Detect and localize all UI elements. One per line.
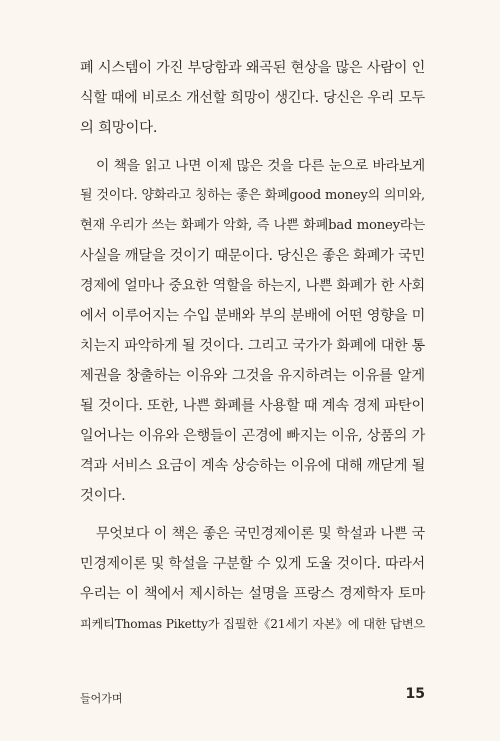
- text-line: 될 것이다. 또한, 나쁜 화폐를 사용할 때 계속 경제 파탄이: [80, 398, 425, 414]
- text-line: 일어나는 이유와 은행들이 곤경에 빠지는 이유, 상품의 가: [80, 428, 426, 444]
- text-line: 이 책을 읽고 나면 이제 많은 것을 다른 눈으로 바라보게: [96, 158, 425, 174]
- text-line: 우리는 이 책에서 제시하는 설명을 프랑스 경제학자 토마: [80, 586, 425, 602]
- text-line: 격과 서비스 요금이 계속 상승하는 이유에 대해 깨닫게 될: [80, 458, 426, 474]
- text-line: 의 희망이다.: [80, 120, 158, 136]
- text-line: 현재 우리가 쓰는 화폐가 악화, 즉 나쁜 화폐bad money라는: [80, 218, 425, 233]
- text-line: 것이다.: [80, 488, 126, 504]
- text-line: 될 것이다. 양화라고 칭하는 좋은 화폐good money의 의미와,: [80, 188, 425, 203]
- text-line: 민경제이론 및 학설을 구분할 수 있게 도울 것이다. 따라서: [80, 556, 425, 572]
- text-line: 폐 시스템이 가진 부당함과 왜곡된 현상을 많은 사람이 인: [80, 60, 426, 76]
- text-line: 치는지 파악하게 될 것이다. 그리고 국가가 화폐에 대한 통: [80, 338, 425, 354]
- running-footer-section: 들어가며: [80, 692, 123, 705]
- text-line: 경제에 얼마나 중요한 역할을 하는지, 나쁜 화폐가 한 사회: [80, 278, 425, 294]
- text-line: 무엇보다 이 책은 좋은 국민경제이론 및 학설과 나쁜 국: [96, 526, 425, 542]
- text-line: 제권을 창출하는 이유와 그것을 유지하려는 이유를 알게: [80, 368, 425, 384]
- text-line: 사실을 깨달을 것이기 때문이다. 당신은 좋은 화폐가 국민: [80, 248, 426, 264]
- text-line: 식할 때에 비로소 개선할 희망이 생긴다. 당신은 우리 모두: [80, 90, 425, 106]
- page-number: 15: [405, 686, 425, 702]
- body-text: [80, 53, 425, 639]
- text-line: 에서 이루어지는 수입 분배와 부의 분배에 어떤 영향을 미: [80, 308, 426, 324]
- text-line: 피케티Thomas Piketty가 집필한《21세기 자본》에 대한 답변으: [80, 617, 425, 631]
